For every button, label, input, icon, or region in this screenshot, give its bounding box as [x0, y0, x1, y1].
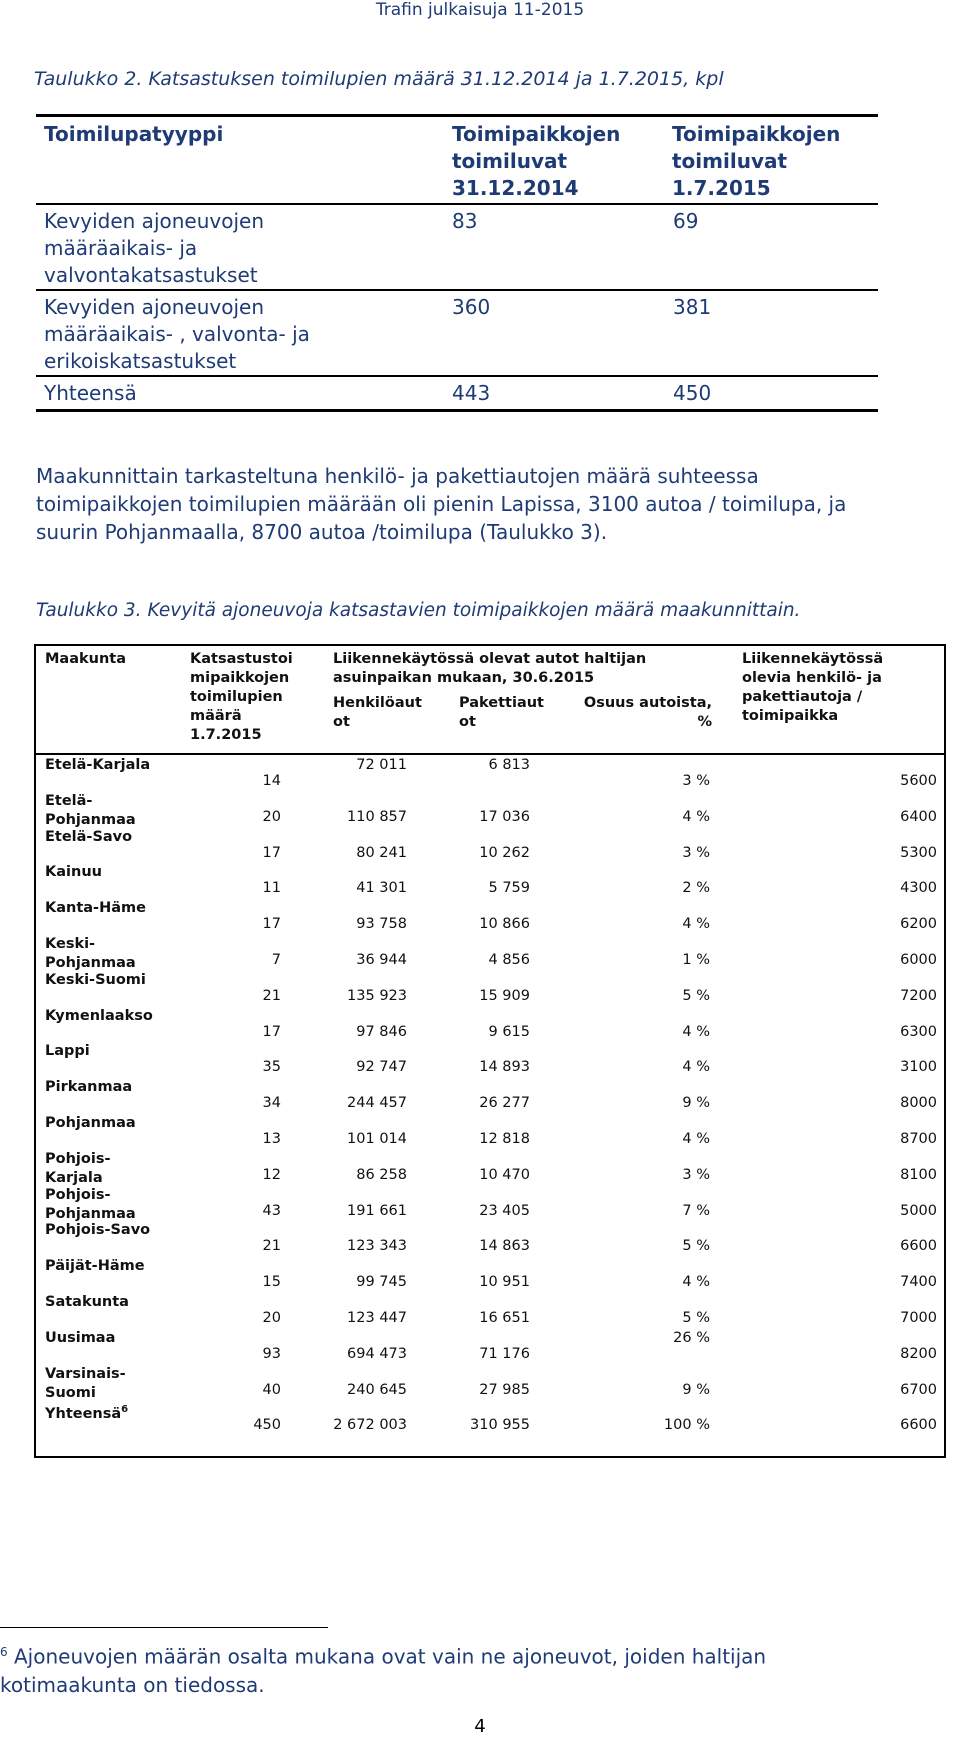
cell-ratio: 6300 — [900, 1023, 937, 1040]
table2-value-2014: 443 — [452, 381, 491, 405]
cell-ratio: 6000 — [900, 952, 937, 968]
table2-type-cell: Yhteensä — [44, 381, 137, 405]
cell-count: 17 — [262, 844, 281, 861]
table-row — [36, 828, 944, 864]
cell-ratio: 5300 — [900, 844, 937, 861]
cell-maakunta: Varsinais- Suomi — [45, 1365, 126, 1401]
cell-maakunta: Pirkanmaa — [45, 1079, 133, 1096]
footnote-mark: 6 — [121, 1404, 129, 1416]
running-header: Trafin julkaisuja 11-2015 — [375, 0, 585, 20]
cell-ratio: 8100 — [900, 1166, 937, 1183]
cell-osuus: 4 % — [682, 808, 710, 825]
cell-maakunta: Kymenlaakso — [45, 1007, 153, 1024]
cell-henkiloautot: 86 258 — [356, 1166, 407, 1183]
cell-henkiloautot: 101 014 — [347, 1131, 407, 1147]
table-row — [36, 1007, 944, 1043]
cell-pakettiautot: 71 176 — [479, 1345, 530, 1362]
table-row — [36, 1329, 944, 1365]
cell-osuus: 4 % — [682, 1023, 710, 1040]
cell-count: 14 — [262, 773, 281, 789]
cell-maakunta: Pohjanmaa — [45, 1115, 136, 1131]
cell-count: 20 — [262, 808, 281, 825]
table-row — [36, 899, 944, 935]
cell-pakettiautot: 27 985 — [479, 1381, 530, 1398]
cell-maakunta: Pohjois- Pohjanmaa — [45, 1186, 136, 1222]
cell-pakettiautot: 15 909 — [479, 987, 530, 1004]
cell-henkiloautot: 99 745 — [356, 1274, 407, 1291]
cell-maakunta: Etelä- Pohjanmaa — [45, 792, 136, 828]
table3-header-rule — [36, 753, 944, 755]
cell-henkiloautot: 2 672 003 — [333, 1417, 407, 1434]
cell-osuus: 26 % — [673, 1329, 710, 1346]
cell-osuus: 5 % — [682, 987, 710, 1004]
cell-pakettiautot: 17 036 — [479, 808, 530, 825]
cell-count: 450 — [253, 1417, 281, 1434]
cell-maakunta: Etelä-Karjala — [45, 757, 151, 773]
cell-count: 43 — [262, 1202, 281, 1219]
cell-henkiloautot: 92 747 — [356, 1059, 407, 1076]
footnote-rule — [0, 1627, 328, 1628]
cell-ratio: 5000 — [900, 1202, 937, 1219]
cell-ratio: 8200 — [900, 1345, 937, 1362]
body-paragraph: Maakunnittain tarkasteltuna henkilö- ja pakettiautojen määrä suhteessa toimipaikkojen toimilupien määrään oli pienin Lapissa, 3100 autoa / toimilupa, ja suurin Pohjanmaalla, 8700 autoa /toimilupa (Taulukko 3). — [36, 464, 847, 544]
cell-count: 17 — [262, 916, 281, 933]
cell-osuus: 3 % — [682, 1166, 710, 1183]
cell-pakettiautot: 10 470 — [479, 1166, 530, 1183]
cell-henkiloautot: 694 473 — [347, 1345, 407, 1362]
cell-henkiloautot: 123 447 — [347, 1310, 407, 1326]
cell-count: 17 — [262, 1023, 281, 1040]
table2-type-cell: Kevyiden ajoneuvojen määräaikais- ja valvontakatsastukset — [44, 209, 264, 287]
cell-maakunta: Päijät-Häme — [45, 1258, 145, 1275]
cell-maakunta: Kainuu — [45, 864, 102, 881]
table2-header-2015: Toimipaikkojen toimiluvat 1.7.2015 — [672, 122, 841, 200]
cell-count: 40 — [262, 1381, 281, 1398]
table-row — [36, 792, 944, 828]
cell-maakunta: Lappi — [45, 1043, 90, 1060]
table3-header-katsastus: Katsastustoi mipaikkojen toimilupien määrä 1.7.2015 — [190, 651, 293, 743]
table2-total-row — [36, 377, 878, 412]
cell-henkiloautot: 191 661 — [347, 1202, 407, 1219]
cell-henkiloautot: 41 301 — [356, 880, 407, 897]
table2-value-2014: 83 — [452, 209, 478, 233]
cell-maakunta: Pohjois- Karjala — [45, 1150, 111, 1186]
table2 — [36, 114, 878, 412]
table-row — [36, 1221, 944, 1257]
table2-value-2015: 381 — [673, 295, 712, 319]
table2-header-2014: Toimipaikkojen toimiluvat 31.12.2014 — [452, 122, 621, 200]
cell-ratio: 6700 — [900, 1381, 937, 1398]
table2-caption: Taulukko 2. Katsastuksen toimilupien määrä 31.12.2014 ja 1.7.2015, kpl — [34, 68, 724, 90]
cell-henkiloautot: 97 846 — [356, 1023, 407, 1040]
table-row — [36, 756, 944, 792]
table2-type-cell: Kevyiden ajoneuvojen määräaikais- , valvonta- ja erikoiskatsastukset — [44, 295, 310, 373]
cell-henkiloautot: 36 944 — [356, 952, 407, 968]
cell-count: 35 — [262, 1059, 281, 1076]
table2-value-2015: 69 — [673, 209, 699, 233]
cell-henkiloautot: 240 645 — [347, 1381, 407, 1398]
cell-pakettiautot: 26 277 — [479, 1095, 530, 1112]
cell-count: 15 — [262, 1274, 281, 1291]
cell-pakettiautot: 6 813 — [488, 757, 530, 773]
cell-pakettiautot: 10 262 — [479, 844, 530, 861]
cell-ratio: 8700 — [900, 1131, 937, 1147]
table-row — [36, 1114, 944, 1150]
cell-pakettiautot: 5 759 — [488, 880, 530, 897]
footnote — [0, 1638, 960, 1699]
table3-header-maakunta: Maakunta — [45, 651, 127, 667]
table-row — [36, 1078, 944, 1114]
cell-osuus: 2 % — [682, 880, 710, 897]
cell-osuus: 3 % — [682, 844, 710, 861]
table3-header-group: Liikennekäytössä olevat autot haltijan asuinpaikan mukaan, 30.6.2015 — [333, 651, 647, 686]
cell-osuus: 100 % — [663, 1417, 710, 1434]
table3-header-osuus: Osuus autoista, % — [583, 695, 712, 730]
cell-henkiloautot: 123 343 — [347, 1238, 407, 1255]
cell-maakunta: Yhteensä$^6$ — [45, 1404, 129, 1423]
cell-osuus: 5 % — [682, 1238, 710, 1255]
cell-ratio: 6600 — [900, 1238, 937, 1255]
cell-pakettiautot: 4 856 — [488, 952, 530, 968]
table2-row — [36, 205, 878, 291]
cell-osuus: 9 % — [682, 1095, 710, 1112]
cell-ratio: 6600 — [900, 1417, 937, 1434]
table-row — [36, 935, 944, 971]
table-row — [36, 1400, 944, 1436]
page-number: 4 — [474, 1716, 486, 1737]
cell-osuus: 1 % — [682, 952, 710, 968]
cell-pakettiautot: 23 405 — [479, 1202, 530, 1219]
cell-maakunta: Keski-Suomi — [45, 971, 146, 988]
cell-osuus: 4 % — [682, 1274, 710, 1291]
cell-maakunta: Uusimaa — [45, 1329, 116, 1346]
cell-count: 21 — [262, 1238, 281, 1255]
cell-ratio: 3100 — [900, 1059, 937, 1076]
cell-henkiloautot: 93 758 — [356, 916, 407, 933]
cell-pakettiautot: 12 818 — [479, 1131, 530, 1147]
cell-osuus: 7 % — [682, 1202, 710, 1219]
cell-count: 34 — [262, 1095, 281, 1112]
cell-count: 11 — [262, 880, 281, 897]
cell-ratio: 4300 — [900, 880, 937, 897]
cell-maakunta: Etelä-Savo — [45, 828, 133, 845]
cell-henkiloautot: 110 857 — [347, 808, 407, 825]
cell-pakettiautot: 310 955 — [470, 1417, 530, 1434]
cell-pakettiautot: 16 651 — [479, 1310, 530, 1326]
table-row — [36, 1042, 944, 1078]
cell-maakunta: Kanta-Häme — [45, 900, 146, 917]
cell-count: 13 — [262, 1131, 281, 1147]
table-row — [36, 1186, 944, 1222]
cell-pakettiautot: 14 893 — [479, 1059, 530, 1076]
table-row — [36, 1150, 944, 1186]
table-row — [36, 971, 944, 1007]
footnote-line: kotimaakunta on tiedossa. — [0, 1672, 265, 1697]
cell-maakunta: Satakunta — [45, 1294, 129, 1310]
cell-ratio: 7000 — [900, 1310, 937, 1326]
cell-osuus: 4 % — [682, 1131, 710, 1147]
cell-henkiloautot: 135 923 — [347, 987, 407, 1004]
table2-value-2014: 360 — [452, 295, 491, 319]
table2-header-row — [36, 117, 878, 205]
table2-value-2015: 450 — [673, 381, 712, 405]
cell-pakettiautot: 14 863 — [479, 1238, 530, 1255]
cell-osuus: 4 % — [682, 1059, 710, 1076]
table3-caption: Taulukko 3. Kevyitä ajoneuvoja katsastavien toimipaikkojen määrä maakunnittain. — [36, 600, 801, 621]
cell-maakunta: Keski- Pohjanmaa — [45, 936, 136, 971]
cell-count: 93 — [262, 1345, 281, 1362]
cell-henkiloautot: 244 457 — [347, 1095, 407, 1112]
table2-header-type: Toimilupatyyppi — [44, 122, 224, 146]
table3 — [34, 644, 946, 1458]
cell-pakettiautot: 9 615 — [488, 1023, 530, 1040]
cell-henkiloautot: 72 011 — [356, 757, 407, 773]
cell-ratio: 7200 — [900, 987, 937, 1004]
cell-count: 20 — [262, 1310, 281, 1326]
cell-ratio: 7400 — [900, 1274, 937, 1291]
footnote-mark: 6 — [0, 1645, 8, 1659]
cell-osuus: 4 % — [682, 916, 710, 933]
table3-header-ratio: Liikennekäytössä olevia henkilö- ja pakettiautoja / toimipaikka — [742, 651, 884, 724]
cell-osuus: 9 % — [682, 1381, 710, 1398]
cell-ratio: 6200 — [900, 916, 937, 933]
cell-henkiloautot: 80 241 — [356, 844, 407, 861]
table-row — [36, 863, 944, 899]
cell-ratio: 8000 — [900, 1095, 937, 1112]
cell-pakettiautot: 10 866 — [479, 916, 530, 933]
cell-pakettiautot: 10 951 — [479, 1274, 530, 1291]
table2-row — [36, 291, 878, 377]
table-row — [36, 1365, 944, 1401]
cell-osuus: 3 % — [682, 773, 710, 789]
cell-count: 21 — [262, 987, 281, 1004]
cell-count: 7 — [271, 952, 281, 968]
table3-header-henkiloautot: Henkilöaut ot — [333, 695, 422, 730]
cell-maakunta: Pohjois-Savo — [45, 1222, 151, 1239]
cell-ratio: 5600 — [900, 773, 937, 789]
footnote-line: Ajoneuvojen määrän osalta mukana ovat vain ne ajoneuvot, joiden haltijan — [14, 1644, 767, 1669]
cell-count: 12 — [262, 1166, 281, 1183]
table-row — [36, 1257, 944, 1293]
cell-ratio: 6400 — [900, 808, 937, 825]
cell-osuus: 5 % — [682, 1310, 710, 1326]
table-row — [36, 1293, 944, 1329]
table3-header-pakettiautot: Pakettiaut ot — [459, 695, 544, 730]
